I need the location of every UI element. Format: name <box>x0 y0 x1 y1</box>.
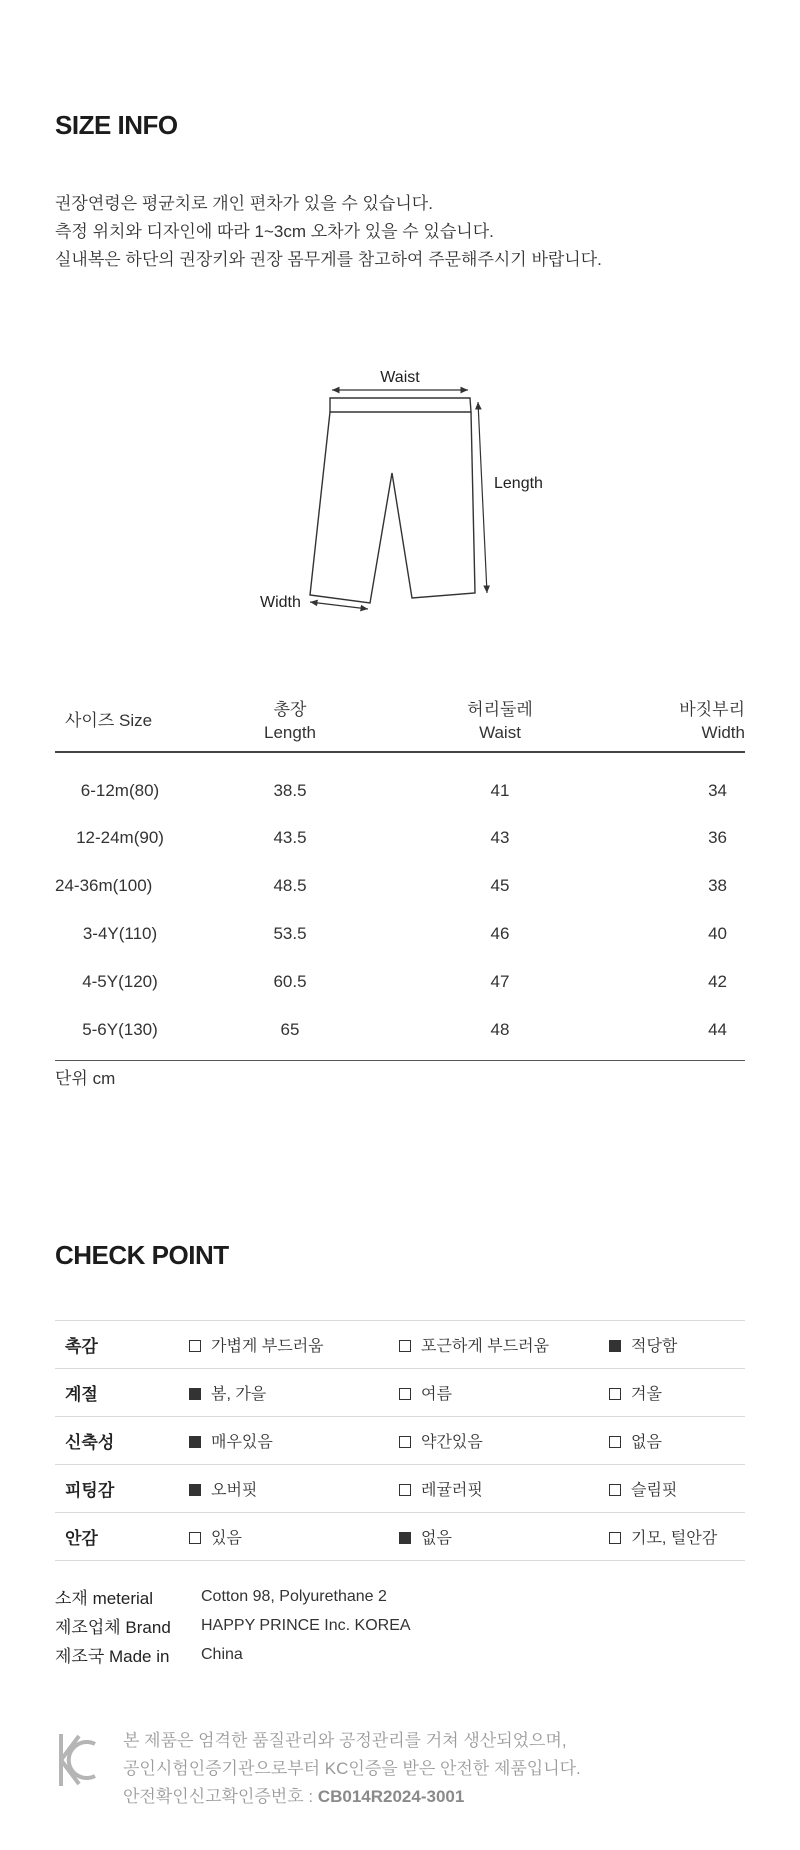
check-option <box>605 1417 745 1465</box>
check-option <box>605 1321 745 1369</box>
size-cell: 12-24m(90) <box>76 828 164 847</box>
header-width <box>605 690 745 752</box>
spec-key: 제조국 Made in <box>55 1647 170 1666</box>
length-cell: 43.5 <box>273 828 307 847</box>
width-cell: 34 <box>708 780 727 800</box>
table-row <box>55 958 745 1006</box>
header-waist <box>395 690 605 752</box>
check-option-label: 포근하게 부드러움 <box>421 1338 550 1355</box>
spec-value: Cotton 98, Polyurethane 2 <box>201 1587 387 1605</box>
size-cell: 6-12m(80) <box>80 780 160 800</box>
unchecked-box-icon <box>399 1340 411 1352</box>
check-option <box>605 1465 745 1513</box>
check-row <box>55 1513 745 1561</box>
size-cell: 5-6Y(130) <box>55 1006 185 1060</box>
check-option <box>605 1513 745 1561</box>
check-row-label: 신축성 <box>55 1417 185 1465</box>
header-size-label: 사이즈 Size <box>65 711 153 730</box>
size-note: 권장연령은 평균치로 개인 편차가 있을 수 있습니다. <box>55 194 433 213</box>
check-point-table <box>55 1320 745 1561</box>
check-option <box>185 1321 395 1369</box>
length-cell: 60.5 <box>273 972 307 991</box>
check-option <box>395 1369 605 1417</box>
check-option-label: 기모, 털안감 <box>631 1530 718 1547</box>
header-length-ko: 총장 <box>273 699 307 719</box>
size-note: 측정 위치와 디자인에 따라 1~3cm 오차가 있을 수 있습니다. <box>55 222 494 241</box>
header-waist-en: Waist <box>479 722 521 742</box>
width-label: Width <box>260 594 301 611</box>
kc-cert-number: CB014R2024-3001 <box>317 1787 465 1806</box>
size-cell: 3-4Y(110) <box>82 924 158 943</box>
table-row <box>55 752 745 814</box>
waist-cell: 45 <box>490 876 510 895</box>
check-option-label: 있음 <box>211 1530 242 1547</box>
header-width-en: Width <box>701 722 745 742</box>
waist-cell: 46 <box>490 924 510 943</box>
size-info-title: SIZE INFO <box>55 110 178 140</box>
pants-outline-icon <box>310 398 475 603</box>
check-row <box>55 1369 745 1417</box>
spec-value: HAPPY PRINCE Inc. KOREA <box>201 1616 411 1634</box>
kc-cert-label: 안전확인신고확인증번호 : <box>123 1787 318 1806</box>
waist-cell: 48 <box>395 1006 605 1060</box>
header-width-ko: 바짓부리 <box>679 699 745 719</box>
size-note: 실내복은 하단의 권장키와 권장 몸무게를 참고하여 주문해주시기 바랍니다. <box>55 250 602 269</box>
unchecked-box-icon <box>189 1532 201 1544</box>
check-option <box>605 1369 745 1417</box>
table-row <box>55 1006 745 1060</box>
size-table-header <box>55 690 745 752</box>
size-table <box>55 690 745 1061</box>
check-option-label: 여름 <box>421 1386 452 1403</box>
unchecked-box-icon <box>399 1388 411 1400</box>
check-option <box>395 1321 605 1369</box>
checked-box-icon <box>189 1436 201 1448</box>
spec-value: China <box>201 1645 243 1663</box>
waist-cell: 43 <box>490 828 510 847</box>
length-label: Length <box>494 475 543 492</box>
unit-label: 단위 cm <box>55 1069 116 1088</box>
check-row <box>55 1417 745 1465</box>
check-option-label: 가볍게 부드러움 <box>211 1338 324 1355</box>
check-row <box>55 1465 745 1513</box>
check-option <box>395 1417 605 1465</box>
check-option <box>185 1513 395 1561</box>
kc-line: 공인시험인증기관으로부터 KC인증을 받은 안전한 제품입니다. <box>123 1759 581 1778</box>
width-arrow <box>310 602 368 609</box>
kc-notice <box>123 1727 581 1811</box>
size-notes <box>55 190 602 274</box>
check-option-label: 슬림핏 <box>631 1482 678 1499</box>
waist-cell: 47 <box>490 972 510 991</box>
size-cell: 4-5Y(120) <box>82 972 158 991</box>
check-point-title: CHECK POINT <box>55 1240 229 1270</box>
check-option <box>185 1369 395 1417</box>
header-length-en: Length <box>264 722 316 742</box>
header-waist-ko: 허리둘레 <box>467 699 533 719</box>
header-length <box>185 690 395 752</box>
checked-box-icon <box>609 1340 621 1352</box>
width-cell: 38 <box>708 876 727 895</box>
pants-measurement-diagram <box>250 360 580 620</box>
spec-row-brand <box>55 1611 411 1640</box>
unchecked-box-icon <box>609 1436 621 1448</box>
spec-key: 소재 meterial <box>55 1589 154 1608</box>
kc-certification-icon <box>55 1730 99 1790</box>
length-cell: 48.5 <box>273 876 307 895</box>
spec-list <box>55 1582 411 1669</box>
check-option-label: 적당함 <box>631 1338 678 1355</box>
unchecked-box-icon <box>189 1340 201 1352</box>
length-cell: 53.5 <box>273 924 307 943</box>
unchecked-box-icon <box>609 1388 621 1400</box>
waist-label: Waist <box>380 369 420 386</box>
unchecked-box-icon <box>609 1532 621 1544</box>
checked-box-icon <box>399 1532 411 1544</box>
width-cell: 36 <box>708 828 727 847</box>
unchecked-box-icon <box>399 1484 411 1496</box>
unchecked-box-icon <box>399 1436 411 1448</box>
check-option-label: 없음 <box>421 1530 452 1547</box>
width-cell: 42 <box>708 972 727 991</box>
checked-box-icon <box>189 1388 201 1400</box>
check-option-label: 봄, 가을 <box>211 1386 267 1403</box>
length-cell: 65 <box>185 1006 395 1060</box>
table-row <box>55 862 745 910</box>
spec-row-origin <box>55 1640 411 1669</box>
table-row <box>55 814 745 862</box>
check-option-label: 레귤러핏 <box>421 1482 483 1499</box>
check-option-label: 오버핏 <box>211 1482 258 1499</box>
check-option-label: 겨울 <box>631 1386 662 1403</box>
size-cell: 24-36m(100) <box>55 876 153 895</box>
check-row <box>55 1321 745 1369</box>
check-row-label: 피팅감 <box>55 1465 185 1513</box>
width-cell: 40 <box>708 924 727 943</box>
kc-line: 본 제품은 엄격한 품질관리와 공정관리를 거쳐 생산되었으며, <box>123 1731 567 1750</box>
check-option-label: 약간있음 <box>421 1434 483 1451</box>
unchecked-box-icon <box>609 1484 621 1496</box>
waist-cell: 41 <box>490 780 510 800</box>
spec-row-material <box>55 1582 411 1611</box>
check-row-label: 안감 <box>55 1513 185 1561</box>
check-row-label: 촉감 <box>55 1321 185 1369</box>
check-option <box>395 1513 605 1561</box>
length-cell: 38.5 <box>273 780 307 800</box>
header-size <box>55 690 185 752</box>
table-row <box>55 910 745 958</box>
spec-key: 제조업체 Brand <box>55 1618 171 1637</box>
checked-box-icon <box>189 1484 201 1496</box>
check-option <box>185 1417 395 1465</box>
check-option <box>185 1465 395 1513</box>
length-arrow <box>478 402 487 593</box>
check-option <box>395 1465 605 1513</box>
check-option-label: 매우있음 <box>211 1434 273 1451</box>
kc-line <box>123 1783 581 1811</box>
check-option-label: 없음 <box>631 1434 662 1451</box>
width-cell: 44 <box>605 1006 745 1060</box>
check-row-label: 계절 <box>55 1369 185 1417</box>
